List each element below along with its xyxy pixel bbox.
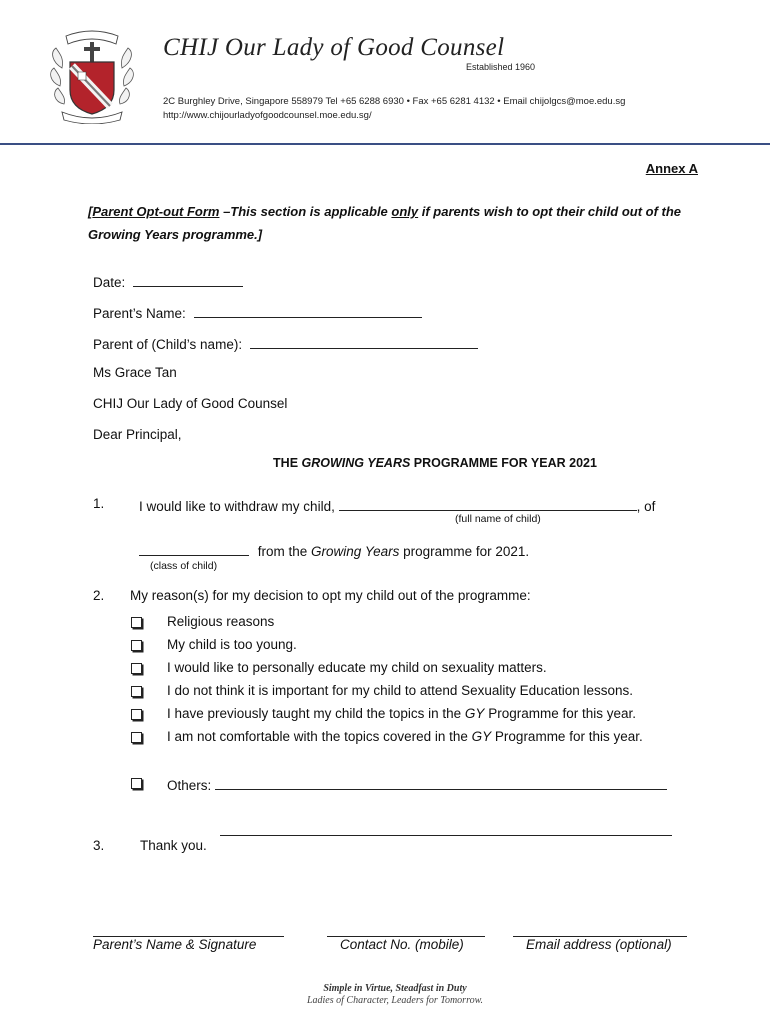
salutation: Dear Principal, (93, 427, 182, 442)
reason-text: My child is too young. (167, 637, 297, 652)
recipient-school: CHIJ Our Lady of Good Counsel (93, 396, 288, 411)
reason-not-important (167, 683, 633, 698)
others-label: Others: (167, 778, 212, 793)
date-blank[interactable] (133, 272, 243, 287)
checkbox-personally-educate[interactable] (131, 663, 142, 674)
parent-name-blank[interactable] (194, 303, 422, 318)
intro-text-1: –This section is applicable (219, 204, 392, 219)
item-1-of: , of (636, 499, 656, 514)
others-blank[interactable] (215, 775, 667, 790)
footer-motto: Simple in Virtue, Steadfast in Duty (323, 983, 467, 994)
heading-italic: GROWING YEARS (301, 456, 411, 470)
intro-text-2: if parents wish to opt their child out of the Growing Years programme. (88, 204, 682, 242)
intro-open-bracket: [ (88, 204, 93, 219)
reason-text: I am not comfortable with the topics covered in the (167, 729, 472, 744)
item-1-class-line (139, 541, 529, 559)
child-class-blank[interactable] (139, 541, 249, 556)
header-divider (0, 143, 770, 145)
parent-signature-label: Parent’s Name & Signature (93, 937, 257, 952)
recipient-name: Ms Grace Tan (93, 365, 177, 380)
child-name-blank[interactable] (250, 334, 478, 349)
reason-text-suffix: Programme for this year. (491, 729, 643, 744)
reason-others (167, 775, 667, 793)
form-intro (88, 200, 698, 246)
footer-tagline: Ladies of Character, Leaders for Tomorrow. (306, 995, 484, 1006)
programme-heading (0, 456, 770, 470)
child-name-label: Parent of (Child’s name): (93, 337, 243, 352)
item-1-line (139, 496, 655, 514)
item-1-programme: Growing Years (311, 544, 400, 559)
reason-personally-educate (167, 660, 547, 675)
reason-text-suffix: Programme for this year. (484, 706, 636, 721)
contact-number-label: Contact No. (mobile) (340, 937, 464, 952)
reason-text: I do not think it is important for my child to attend Sexuality Education lessons. (167, 683, 633, 698)
school-address: 2C Burghley Drive, Singapore 558979 Tel +65 6288 6930 • Fax +65 6281 4132 • Email chijolgcs@moe.edu.sg (163, 96, 626, 107)
checkbox-others[interactable] (131, 778, 142, 789)
others-blank-line-2[interactable] (220, 835, 672, 836)
date-field (93, 272, 243, 290)
annex-label: Annex A (645, 161, 698, 176)
heading-pre: THE (273, 456, 302, 470)
reason-too-young (167, 637, 297, 652)
reason-text: I have previously taught my child the topics in the (167, 706, 465, 721)
date-label: Date: (93, 275, 126, 290)
school-name: CHIJ Our Lady of Good Counsel (163, 34, 505, 61)
heading-post: PROGRAMME FOR YEAR 2021 (410, 456, 597, 470)
checkbox-previously-taught[interactable] (131, 709, 142, 720)
item-1-number: 1. (93, 496, 105, 511)
form-title: Parent Opt-out Form (92, 204, 220, 219)
reason-religious (167, 614, 274, 629)
child-name-field (93, 334, 478, 352)
intro-only: only (391, 204, 419, 219)
item-3-number: 3. (93, 838, 105, 853)
school-crest-logo (48, 28, 136, 124)
reason-text: Religious reasons (167, 614, 275, 629)
checkbox-not-important[interactable] (131, 686, 142, 697)
checkbox-too-young[interactable] (131, 640, 142, 651)
reason-previously-taught (167, 706, 636, 721)
email-address-label: Email address (optional) (526, 937, 672, 952)
item-2-text: My reason(s) for my decision to opt my child out of the programme: (130, 588, 531, 603)
parent-name-label: Parent’s Name: (93, 306, 186, 321)
reason-not-comfortable (167, 729, 643, 744)
school-website-link[interactable]: http://www.chijourladyofgoodcounsel.moe.edu.sg/ (163, 110, 372, 121)
child-full-name-blank[interactable] (339, 496, 637, 511)
class-caption: (class of child) (150, 560, 218, 572)
item-3-text: Thank you. (140, 838, 207, 853)
item-1-text: I would like to withdraw my child, (139, 499, 335, 514)
intro-close-bracket: ] (257, 227, 263, 242)
item-1-from-text: from the (257, 544, 312, 559)
item-1-programme-suffix: programme for 2021. (399, 544, 530, 559)
reason-text: I would like to personally educate my child on sexuality matters. (167, 660, 547, 675)
reason-italic: GY (471, 729, 492, 744)
checkbox-not-comfortable[interactable] (131, 732, 142, 743)
checkbox-religious[interactable] (131, 617, 142, 628)
established-year: Established 1960 (466, 62, 536, 72)
reason-italic: GY (464, 706, 485, 721)
parent-name-field (93, 303, 422, 321)
full-name-caption: (full name of child) (455, 513, 541, 525)
item-2-number: 2. (93, 588, 105, 603)
